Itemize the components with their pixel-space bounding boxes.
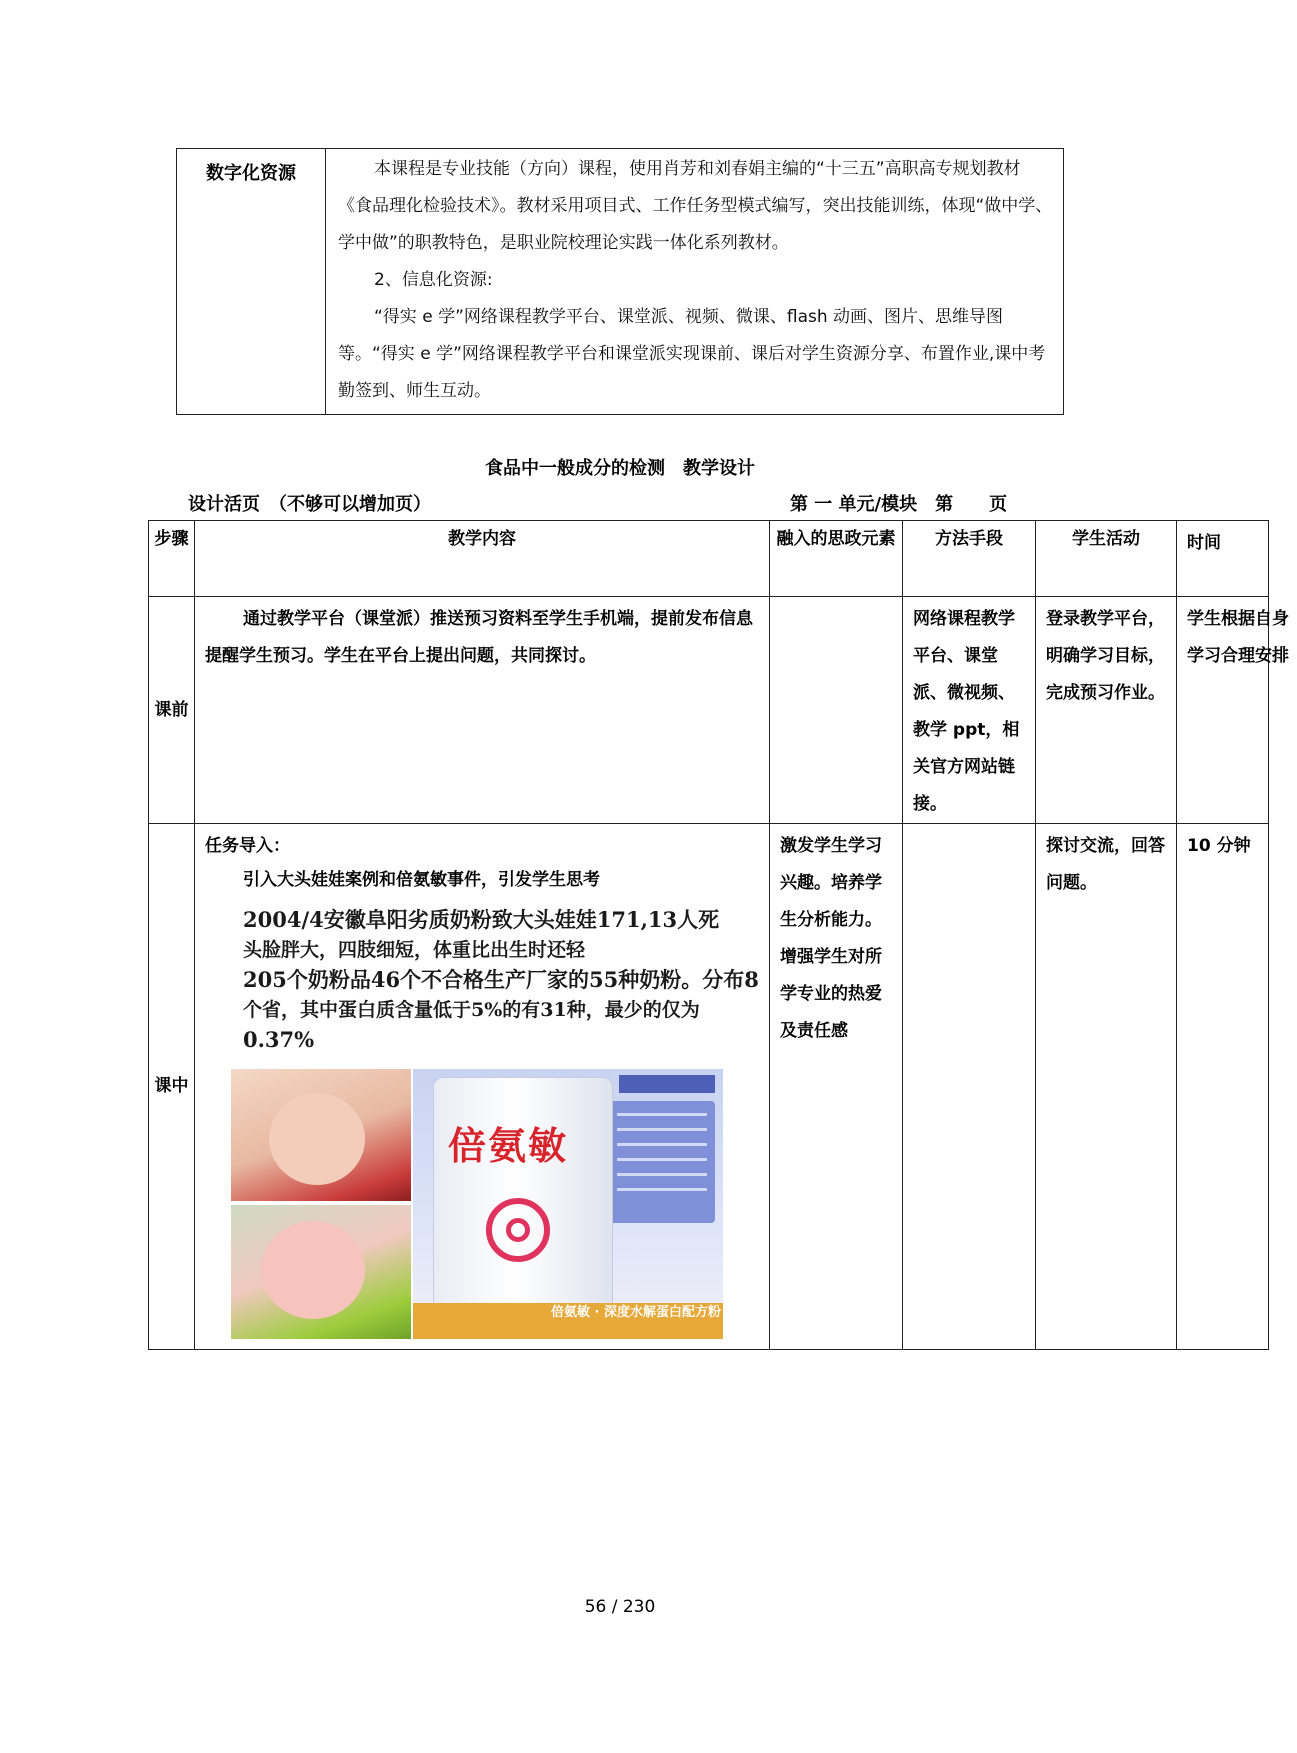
design-subtitle-left: 设计活页 （不够可以增加页） [188,494,431,515]
resources-body [326,149,1064,415]
header-content: 教学内容 [195,521,770,597]
table-row-mid [149,824,1269,1350]
mid-method [903,824,1036,1350]
mid-student: 探讨交流，回答问题。 [1036,824,1177,1350]
pre-time-text: 学生根据自身学习合理安排 [1187,609,1289,666]
news-line-2: 头脸胖大，四肢细短，体重比出生时还轻 [243,939,586,961]
task-label: 任务导入： [205,836,290,856]
step-mid: 课中 [149,824,195,1350]
formula-can [433,1077,613,1313]
formula-can-photo [413,1069,723,1339]
news-excerpt [243,905,759,1055]
design-title: 食品中一般成分的检测 教学设计 [485,458,755,479]
can-bottom-bar [413,1303,723,1339]
can-bottom-text: 倍氨敏 · 深度水解蛋白配方粉 [551,1305,721,1320]
design-table [148,520,1289,1350]
mid-content [195,824,770,1350]
header-student: 学生活动 [1036,521,1177,597]
swirl-logo-icon [486,1198,550,1262]
pre-student: 登录教学平台，明确学习目标，完成预习作业。 [1036,597,1177,824]
can-brand-name: 倍氨敏 [448,1124,569,1168]
news-line-5: 0.37% [243,1027,315,1052]
resources-paragraph-3: “得实 e 学”网络课程教学平台、课堂派、视频、微课、flash 动画、图片、思维导图等。“得实 e 学”网络课程教学平台和课堂派实现课前、课后对学生资源分享、布置作业,课中考勤签到、师生互动。 [338,307,1046,401]
pre-method: 网络课程教学平台、课堂派、微视频、教学 ppt，相关官方网站链接。 [903,597,1036,824]
resources-table [176,148,1064,415]
case-image-collage [231,1069,723,1339]
baby-face-1 [269,1093,365,1185]
task-text: 引入大头娃娃案例和倍氨敏事件，引发学生思考 [243,870,600,890]
header-ideology: 融入的思政元素 [770,521,903,597]
header-step: 步骤 [149,521,195,597]
pre-ideology [770,597,903,824]
table-row-pre [149,597,1269,824]
mid-time: 10 分钟 [1177,824,1269,1350]
page-number: 56 / 230 [584,1597,656,1617]
step-pre: 课前 [149,597,195,824]
header-method: 方法手段 [903,521,1036,597]
resources-paragraph-1: 本课程是专业技能（方向）课程，使用肖芳和刘春娟主编的“十三五”高职高专规划教材《食品理化检验技术》。教材采用项目式、工作任务型模式编写，突出技能训练，体现“做中学、学中做”的职教特色，是职业院校理论实践一体化系列教材。 [338,159,1053,253]
baby-face-2 [261,1221,365,1319]
resources-paragraph-2: 2、信息化资源: [374,270,493,290]
baby-photo-2 [231,1205,411,1339]
news-line-3: 205个奶粉品46个不合格生产厂家的55种奶粉。分布8 [243,967,759,992]
baby-photo-1 [231,1069,411,1201]
header-time: 时间 [1177,521,1269,597]
resources-label: 数字化资源 [177,149,326,415]
pre-time [1177,597,1289,824]
pre-content: 通过教学平台（课堂派）推送预习资料至学生手机端，提前发布信息提醒学生预习。学生在平台上提出问题，共同探讨。 [195,597,770,824]
design-subtitle-right: 第 一 单元/模块 第 页 [790,494,1008,515]
feature-header [619,1075,715,1093]
feature-list-panel [609,1101,715,1223]
news-line-4: 个省，其中蛋白质含量低于5%的有31种，最少的仅为 [243,999,700,1021]
mid-ideology: 激发学生学习兴趣。培养学生分析能力。增强学生对所学专业的热爱及责任感 [770,824,903,1350]
news-line-1: 2004/4安徽阜阳劣质奶粉致大头娃娃171,13人死 [243,907,720,932]
